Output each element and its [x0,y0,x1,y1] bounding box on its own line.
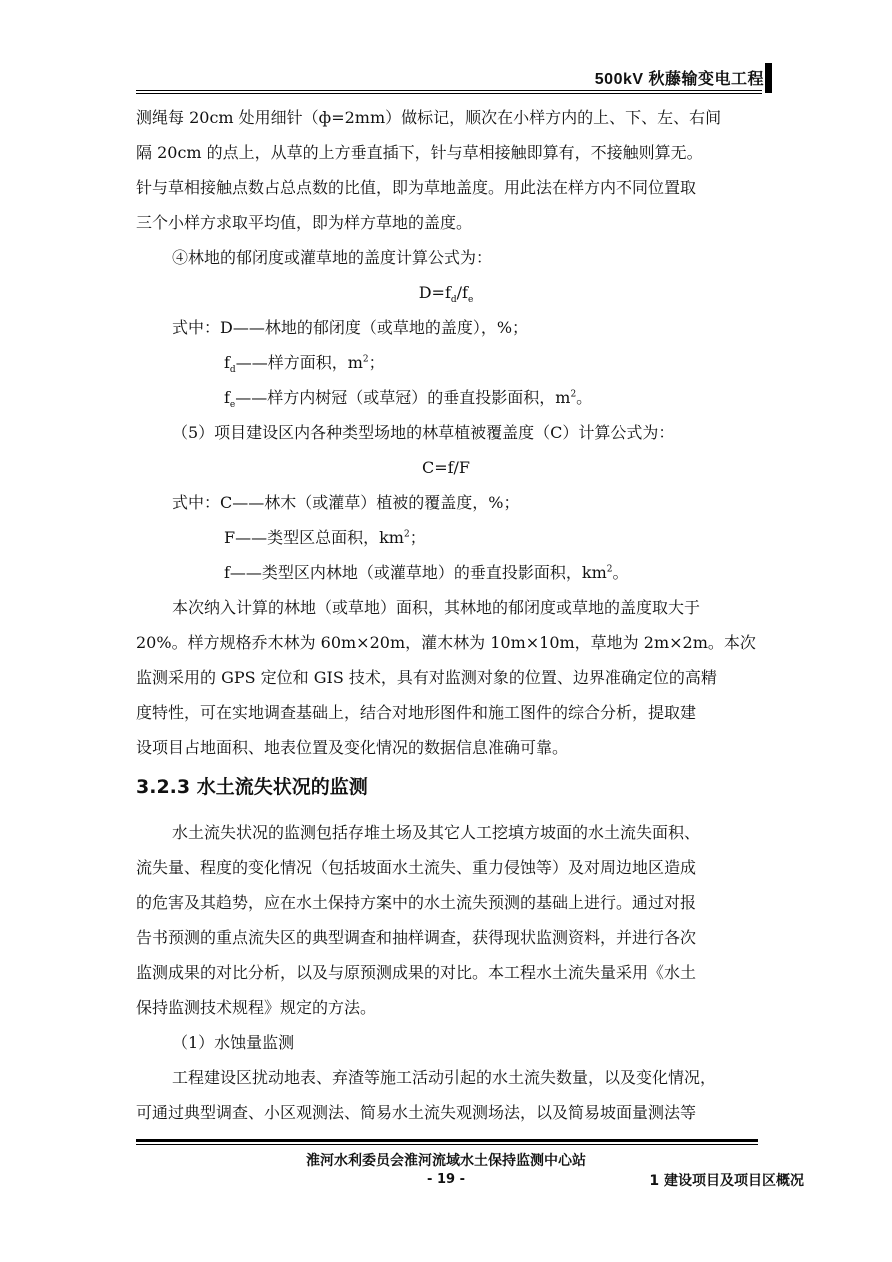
section-heading: 3.2.3 水土流失状况的监测 [136,776,368,798]
body-line: 工程建设区扰动地表、弃渣等施工活动引起的水土流失数量，以及变化情况， [172,1068,717,1087]
footer-rule-2 [136,1144,758,1145]
body-line: 可通过典型调查、小区观测法、简易水土流失观测场法，以及简易坡面量测法等 [136,1103,697,1122]
body-line: 监测成果的对比分析，以及与原预测成果的对比。本工程水土流失量采用《水土 [136,963,697,982]
body-text [136,100,756,765]
body-line: 本次纳入计算的林地（或草地）面积，其林地的郁闭度或草地的盖度取大于 [172,598,701,617]
footer-organization: 淮河水利委员会淮河流域水土保持监测中心站 [306,1153,586,1169]
body-line: 隔 20cm 的点上，从草的上方垂直插下，针与草相接触即算有，不接触则算无。 [136,143,703,162]
definition-c: 式中：C——林木（或灌草）植被的覆盖度，%； [172,493,520,512]
body-line: 告书预测的重点流失区的典型调查和抽样调查，获得现状监测资料，并进行各次 [136,928,697,947]
body-text-2 [136,815,756,1130]
body-line: 水土流失状况的监测包括存堆土场及其它人工挖填方坡面的水土流失面积、 [172,823,701,842]
definition-fe: $f_e——$样方内树冠（或草冠）的垂直投影面积，$m^2$。 [224,388,593,411]
header-rule [136,90,762,91]
body-line: 针与草相接触点数占总点数的比值，即为草地盖度。用此法在样方内不同位置取 [136,178,697,197]
body-line: 监测采用的 GPS 定位和 GIS 技术，具有对监测对象的位置、边界准确定位的高精 [136,668,717,687]
header-rule-2 [136,93,762,94]
body-line: 测绳每 20cm 处用细针（ф=2mm）做标记，顺次在小样方内的上、下、左、右间 [136,108,722,127]
footer-rule [136,1139,758,1142]
body-line: 20%。样方规格乔木林为 60m×20m，灌木林为 10m×10m，草地为 2m×2m。本次 [136,633,756,652]
body-line: 流失量、程度的变化情况（包括坡面水土流失、重力侵蚀等）及对周边地区造成 [136,858,697,877]
body-line: 三个小样方求取平均值，即为样方草地的盖度。 [136,213,473,232]
body-line: 的危害及其趋势，应在水土保持方案中的水土流失预测的基础上进行。通过对报 [136,893,697,912]
header-title: 500kV 秋藤输变电工程 [594,71,764,88]
header-bar [765,63,772,93]
body-line: 保持监测技术规程》规定的方法。 [136,998,377,1017]
definition-fd: $f_d——$样方面积，$m^2$； [224,353,385,376]
definition-f: f——类型区内林地（或灌草地）的垂直投影面积，$km^2$。 [224,563,629,582]
formula-1: $D=f_d/f_e$ [418,283,474,306]
formula-2: C=f/F [421,458,471,477]
page-number: - 19 - [427,1172,465,1187]
footer-chapter: 1 建设项目及项目区概况 [649,1173,804,1189]
body-line: 度特性，可在实地调查基础上，结合对地形图件和施工图件的综合分析，提取建 [136,703,697,722]
item-1: （1）水蚀量监测 [172,1033,295,1052]
definition-d: 式中：D——林地的郁闭度（或草地的盖度），%； [172,318,529,337]
definition-F: F——类型区总面积，$km^2$； [224,528,426,547]
item-5: （5）项目建设区内各种类型场地的林草植被覆盖度（C）计算公式为： [172,423,675,442]
body-line: 设项目占地面积、地表位置及变化情况的数据信息准确可靠。 [136,738,569,757]
formula-intro: ④林地的郁闭度或灌草地的盖度计算公式为： [172,248,493,267]
